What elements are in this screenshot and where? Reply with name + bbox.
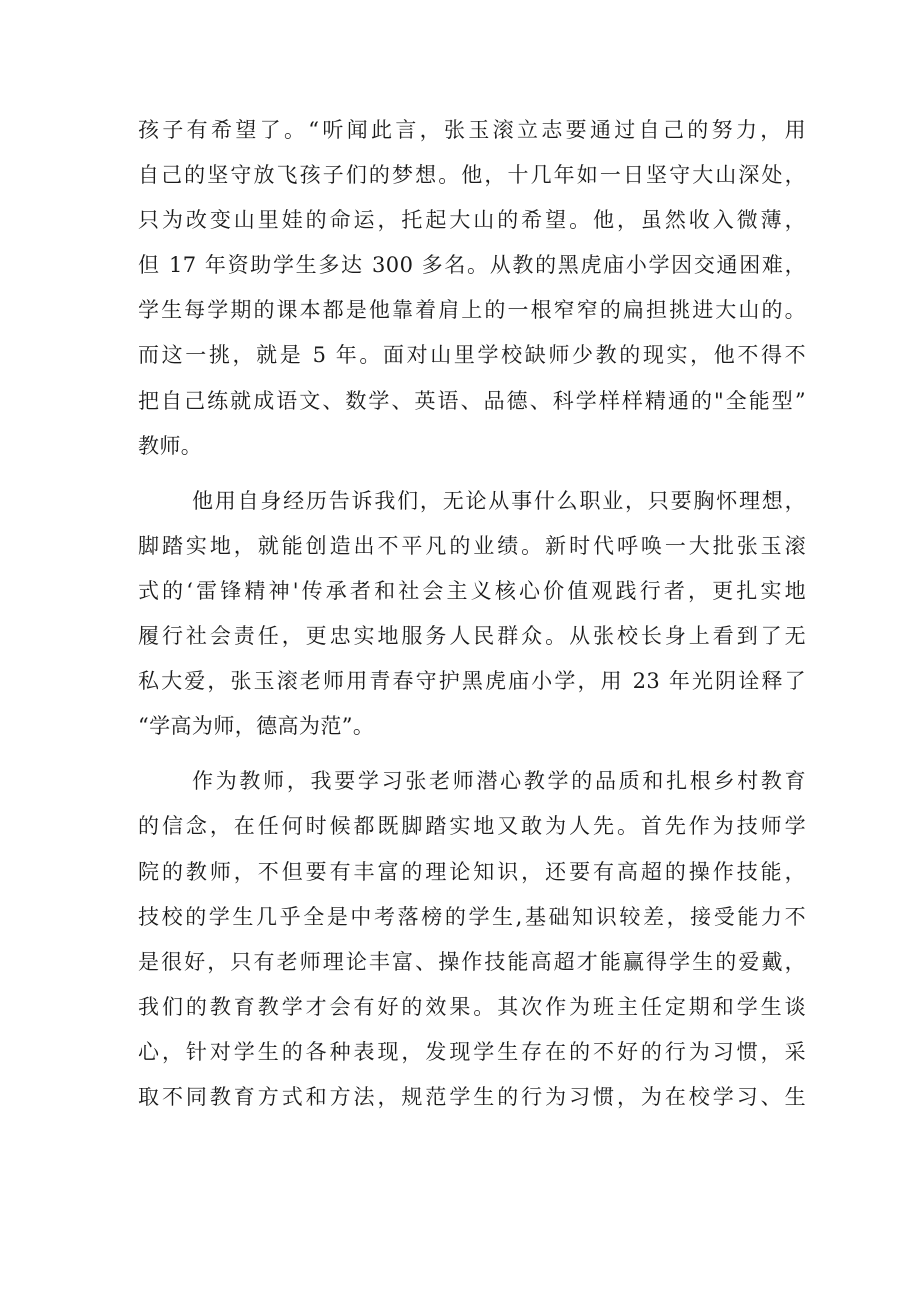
text-line: 他用自身经历告诉我们，无论从事什么职业，只要胸怀理想， [192,488,806,513]
text-line: 院的教师，不但要有丰富的理论知识，还要有高超的操作技能， [138,859,806,884]
text-line: 心，针对学生的各种表现，发现学生存在的不好的行为习惯，采 [138,1039,806,1064]
text-line: 只为改变山里娃的命运，托起大山的希望。他，虽然收入微薄， [138,208,806,233]
text-line: 是很好，只有老师理论丰富、操作技能高超才能赢得学生的爱戴， [138,949,806,974]
text-line: 我们的教育教学才会有好的效果。其次作为班主任定期和学生谈 [138,994,806,1019]
text-line: 技校的学生几乎全是中考落榜的学生,基础知识较差，接受能力不 [138,904,806,929]
paragraph [138,479,806,750]
text-line: 履行社会责任，更忠实地服务人民群众。从张校长身上看到了无 [138,624,806,649]
text-line: 自己的坚守放飞孩子们的梦想。他，十几年如一日坚守大山深处， [138,163,806,188]
text-line: 脚踏实地，就能创造出不平凡的业绩。新时代呼唤一大批张玉滚 [138,533,806,558]
text-line: 孩子有希望了。“听闻此言，张玉滚立志要通过自己的努力，用 [138,118,806,142]
text-line: “学高为师，德高为范”。 [138,714,375,739]
text-line: 把自己练就成语文、数学、英语、品德、科学样样精通的"全能型” [138,388,806,413]
paragraph [138,108,806,469]
text-line: 教师。 [138,433,203,458]
paragraph [138,759,806,1120]
text-line: 而这一挑，就是 5 年。面对山里学校缺师少教的现实，他不得不 [138,343,806,368]
text-line: 私大爱，张玉滚老师用青春守护黑虎庙小学，用 23 年光阴诠释了 [138,669,806,694]
paragraph-spacer [138,749,806,759]
text-line: 作为教师，我要学习张老师潜心教学的品质和扎根乡村教育 [192,769,806,794]
text-line: 学生每学期的课本都是他靠着肩上的一根窄窄的扁担挑进大山的。 [138,298,806,323]
text-line: 的信念，在任何时候都既脚踏实地又敢为人先。首先作为技师学 [138,814,806,839]
text-line: 取不同教育方式和方法，规范学生的行为习惯，为在校学习、生 [138,1084,806,1109]
paragraph-spacer [138,469,806,479]
text-line: 但 17 年资助学生多达 300 多名。从教的黑虎庙小学因交通困难， [138,253,806,278]
document-body [138,108,806,1120]
text-line: 式的‘雷锋精神'传承者和社会主义核心价值观践行者，更扎实地 [138,578,806,603]
